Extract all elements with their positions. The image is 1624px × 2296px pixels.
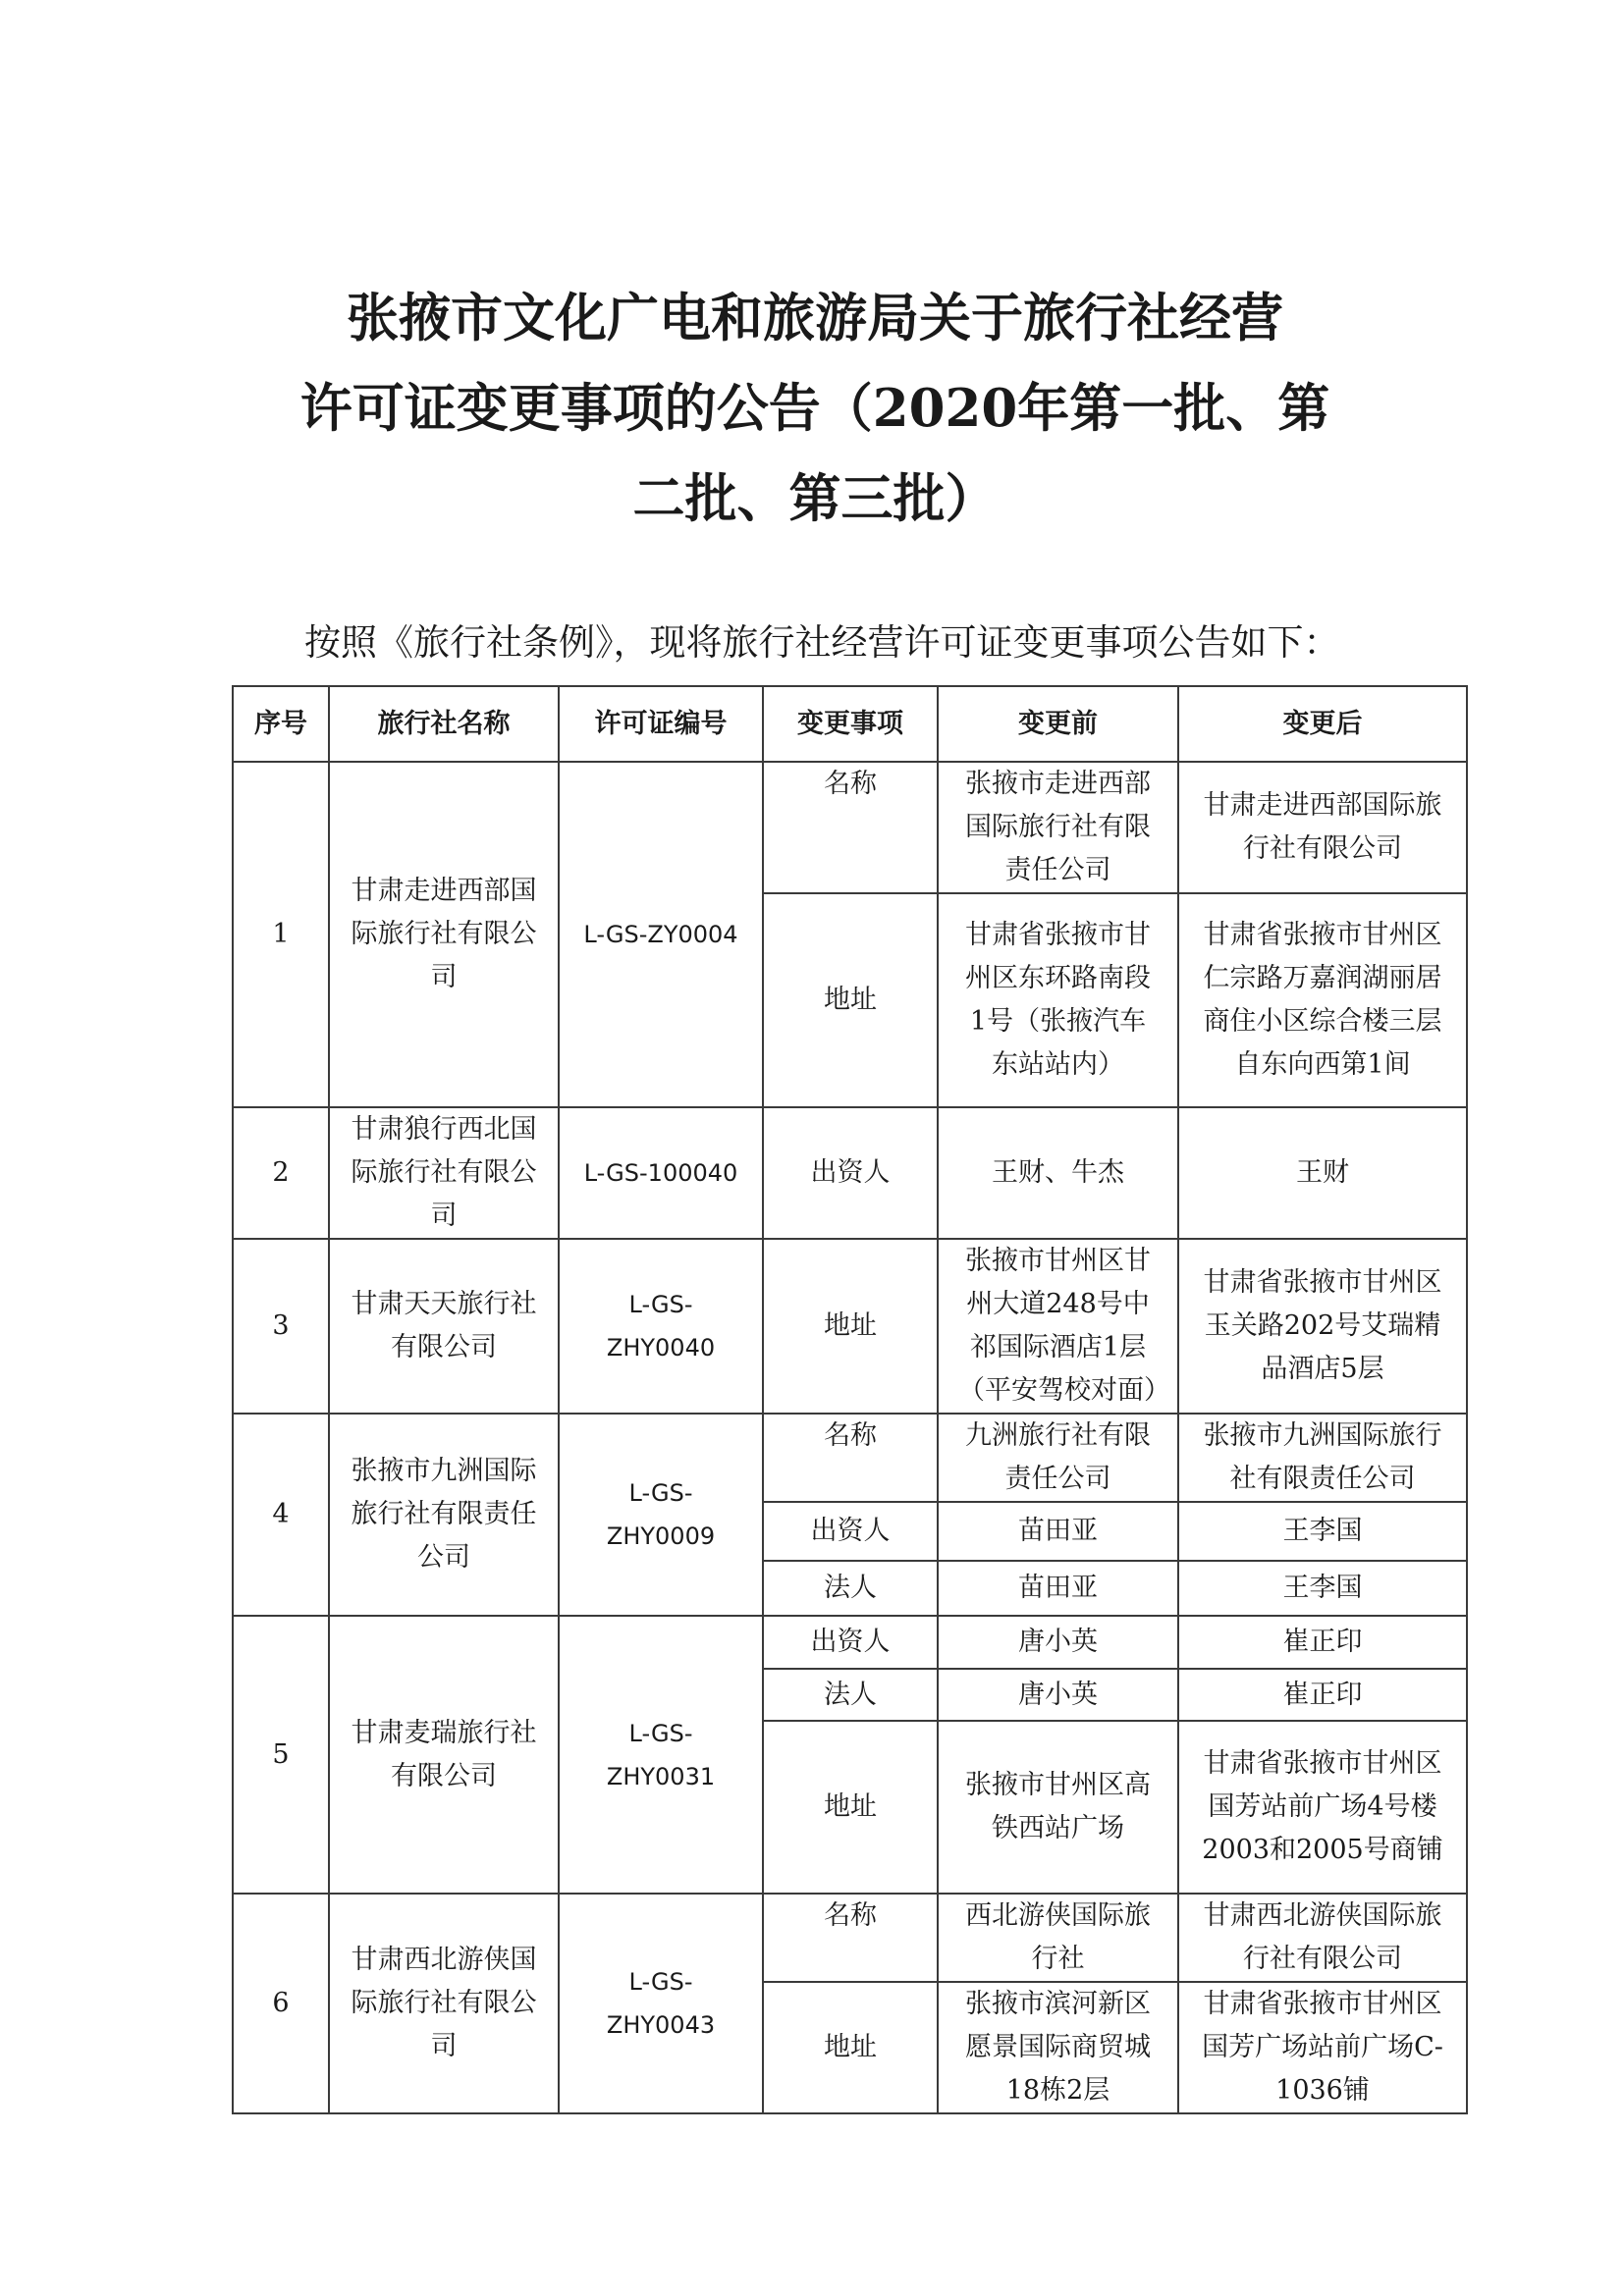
change-item: 名称 bbox=[763, 762, 938, 893]
change-item: 名称 bbox=[763, 1414, 938, 1502]
row-number: 6 bbox=[233, 1894, 329, 2113]
value-before: 张掖市滨河新区愿景国际商贸城18栋2层 bbox=[938, 1982, 1178, 2113]
table-row bbox=[233, 1107, 1467, 1239]
agency-name: 甘肃西北游侠国际旅行社有限公司 bbox=[329, 1894, 559, 2113]
value-after: 甘肃省张掖市甘州区玉关路202号艾瑞精品酒店5层 bbox=[1178, 1239, 1467, 1414]
agency-name: 甘肃走进西部国际旅行社有限公司 bbox=[329, 762, 559, 1107]
value-before: 唐小英 bbox=[938, 1669, 1178, 1721]
value-after: 王李国 bbox=[1178, 1502, 1467, 1561]
table-row bbox=[233, 1414, 1467, 1502]
table-row bbox=[233, 762, 1467, 893]
row-number: 2 bbox=[233, 1107, 329, 1239]
change-item: 地址 bbox=[763, 1721, 938, 1894]
value-after: 甘肃西北游侠国际旅行社有限公司 bbox=[1178, 1894, 1467, 1982]
value-after: 甘肃省张掖市甘州区仁宗路万嘉润湖丽居商住小区综合楼三层自东向西第1间 bbox=[1178, 893, 1467, 1107]
value-before: 西北游侠国际旅行社 bbox=[938, 1894, 1178, 1982]
license-number: L-GS-ZHY0043 bbox=[559, 1894, 763, 2113]
value-before: 九洲旅行社有限责任公司 bbox=[938, 1414, 1178, 1502]
change-item: 出资人 bbox=[763, 1107, 938, 1239]
agency-name: 张掖市九洲国际旅行社有限责任公司 bbox=[329, 1414, 559, 1616]
value-after: 王李国 bbox=[1178, 1561, 1467, 1616]
header-cell: 变更后 bbox=[1178, 686, 1467, 762]
row-number: 3 bbox=[233, 1239, 329, 1414]
value-after: 甘肃省张掖市甘州区国芳广场站前广场C-1036铺 bbox=[1178, 1982, 1467, 2113]
license-number: L-GS-100040 bbox=[559, 1107, 763, 1239]
change-item: 法人 bbox=[763, 1669, 938, 1721]
title-line-3: 二批、第三批） bbox=[632, 468, 998, 529]
change-item: 地址 bbox=[763, 1982, 938, 2113]
change-item: 出资人 bbox=[763, 1502, 938, 1561]
value-after: 甘肃走进西部国际旅行社有限公司 bbox=[1178, 762, 1467, 893]
title-line-2: 许可证变更事项的公告（2020年第一批、第 bbox=[299, 378, 1330, 439]
value-after: 崔正印 bbox=[1178, 1616, 1467, 1669]
header-cell: 变更前 bbox=[938, 686, 1178, 762]
value-after: 甘肃省张掖市甘州区国芳站前广场4号楼2003和2005号商铺 bbox=[1178, 1721, 1467, 1894]
header-cell: 序号 bbox=[233, 686, 329, 762]
change-item: 法人 bbox=[763, 1561, 938, 1616]
change-item: 名称 bbox=[763, 1894, 938, 1982]
value-before: 张掖市走进西部国际旅行社有限责任公司 bbox=[938, 762, 1178, 893]
row-number: 1 bbox=[233, 762, 329, 1107]
license-number: L-GS-ZHY0031 bbox=[559, 1616, 763, 1894]
value-before: 苗田亚 bbox=[938, 1561, 1178, 1616]
header-cell: 变更事项 bbox=[763, 686, 938, 762]
row-number: 4 bbox=[233, 1414, 329, 1616]
value-before: 张掖市甘州区甘州大道248号中祁国际酒店1层（平安驾校对面） bbox=[938, 1239, 1178, 1414]
license-number: L-GS-ZHY0040 bbox=[559, 1239, 763, 1414]
change-item: 地址 bbox=[763, 1239, 938, 1414]
title-line-1: 张掖市文化广电和旅游局关于旅行社经营 bbox=[347, 288, 1283, 348]
notice-title bbox=[177, 273, 1453, 544]
header-cell: 许可证编号 bbox=[559, 686, 763, 762]
table-row bbox=[233, 1894, 1467, 1982]
table-row bbox=[233, 1616, 1467, 1669]
value-before: 甘肃省张掖市甘州区东环路南段1号（张掖汽车东站站内） bbox=[938, 893, 1178, 1107]
table-header-row bbox=[233, 686, 1467, 762]
value-after: 张掖市九洲国际旅行社有限责任公司 bbox=[1178, 1414, 1467, 1502]
agency-name: 甘肃麦瑞旅行社有限公司 bbox=[329, 1616, 559, 1894]
value-before: 唐小英 bbox=[938, 1616, 1178, 1669]
change-item: 地址 bbox=[763, 893, 938, 1107]
value-after: 崔正印 bbox=[1178, 1669, 1467, 1721]
change-item: 出资人 bbox=[763, 1616, 938, 1669]
license-number: L-GS-ZY0004 bbox=[559, 762, 763, 1107]
intro-paragraph: 按照《旅行社条例》，现将旅行社经营许可证变更事项公告如下： bbox=[304, 621, 1340, 664]
value-after: 王财 bbox=[1178, 1107, 1467, 1239]
header-cell: 旅行社名称 bbox=[329, 686, 559, 762]
license-number: L-GS-ZHY0009 bbox=[559, 1414, 763, 1616]
value-before: 王财、牛杰 bbox=[938, 1107, 1178, 1239]
table-row bbox=[233, 1239, 1467, 1414]
agency-name: 甘肃天天旅行社有限公司 bbox=[329, 1239, 559, 1414]
value-before: 苗田亚 bbox=[938, 1502, 1178, 1561]
row-number: 5 bbox=[233, 1616, 329, 1894]
license-change-table bbox=[232, 685, 1468, 2114]
value-before: 张掖市甘州区高铁西站广场 bbox=[938, 1721, 1178, 1894]
agency-name: 甘肃狼行西北国际旅行社有限公司 bbox=[329, 1107, 559, 1239]
